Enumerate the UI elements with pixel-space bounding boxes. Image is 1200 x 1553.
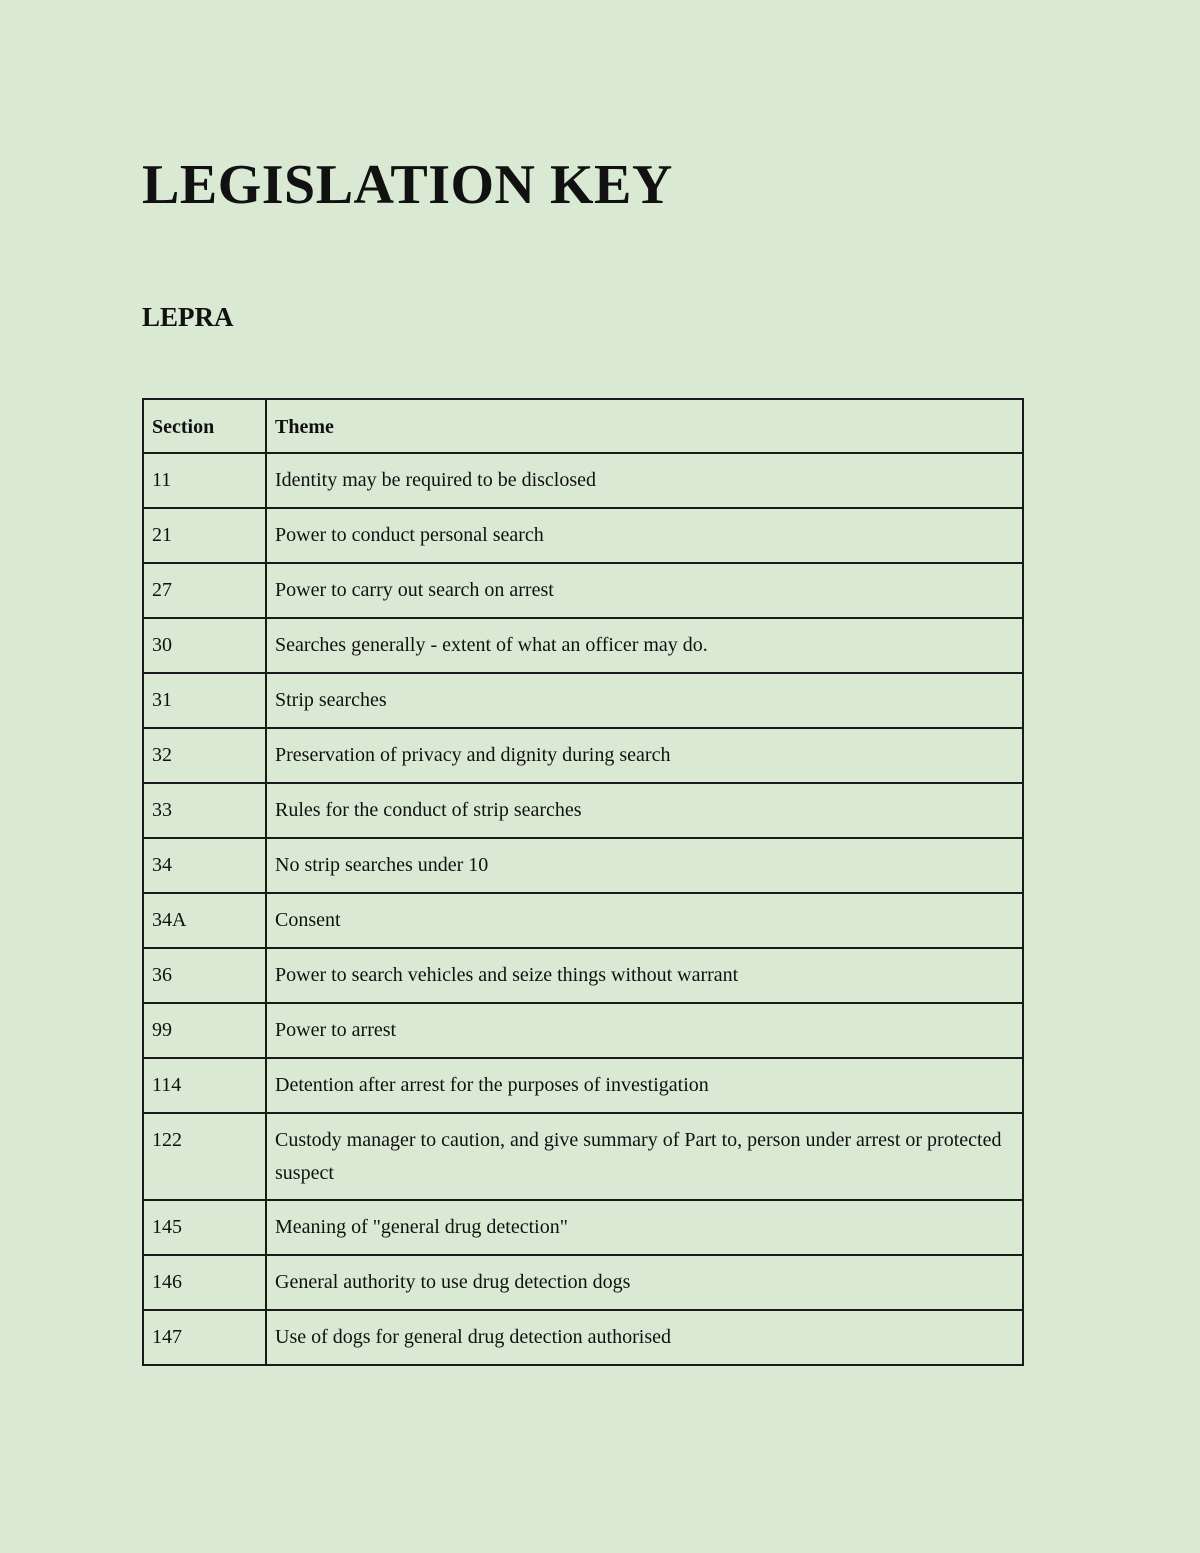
section-number: 99	[143, 1003, 266, 1058]
section-number: 30	[143, 618, 266, 673]
section-number: 146	[143, 1255, 266, 1310]
section-number: 147	[143, 1310, 266, 1365]
section-theme: Power to conduct personal search	[266, 508, 1023, 563]
section-number: 11	[143, 453, 266, 508]
table-row	[143, 838, 1023, 893]
section-theme: Power to carry out search on arrest	[266, 563, 1023, 618]
table-row	[143, 948, 1023, 1003]
table-row	[143, 783, 1023, 838]
section-theme: Use of dogs for general drug detection authorised	[266, 1310, 1023, 1365]
section-theme: Identity may be required to be disclosed	[266, 453, 1023, 508]
section-theme: Detention after arrest for the purposes of investigation	[266, 1058, 1023, 1113]
section-number: 114	[143, 1058, 266, 1113]
section-theme: Consent	[266, 893, 1023, 948]
section-number: 34	[143, 838, 266, 893]
table-row	[143, 453, 1023, 508]
section-number: 21	[143, 508, 266, 563]
section-number: 31	[143, 673, 266, 728]
table-row	[143, 563, 1023, 618]
table-row	[143, 893, 1023, 948]
section-theme: Power to search vehicles and seize things without warrant	[266, 948, 1023, 1003]
table-header-row	[143, 399, 1023, 453]
table-row	[143, 1200, 1023, 1255]
section-theme: Preservation of privacy and dignity during search	[266, 728, 1023, 783]
section-theme: Power to arrest	[266, 1003, 1023, 1058]
header-theme: Theme	[266, 399, 1023, 453]
page-title: LEGISLATION KEY	[142, 154, 673, 216]
table-row	[143, 728, 1023, 783]
section-heading: LEPRA	[142, 302, 234, 332]
table-row	[143, 508, 1023, 563]
section-theme: Custody manager to caution, and give summary of Part to, person under arrest or protected suspect	[266, 1113, 1023, 1200]
section-number: 145	[143, 1200, 266, 1255]
section-number: 122	[143, 1113, 266, 1200]
section-theme: General authority to use drug detection dogs	[266, 1255, 1023, 1310]
header-section: Section	[143, 399, 266, 453]
section-number: 36	[143, 948, 266, 1003]
section-number: 32	[143, 728, 266, 783]
table-row	[143, 673, 1023, 728]
section-number: 34A	[143, 893, 266, 948]
section-theme: Meaning of "general drug detection"	[266, 1200, 1023, 1255]
table-row	[143, 1058, 1023, 1113]
section-number: 33	[143, 783, 266, 838]
table-row	[143, 1003, 1023, 1058]
table-row	[143, 1310, 1023, 1365]
table-row	[143, 618, 1023, 673]
table-row	[143, 1255, 1023, 1310]
table-row	[143, 1113, 1023, 1200]
section-theme: Strip searches	[266, 673, 1023, 728]
section-theme: Searches generally - extent of what an officer may do.	[266, 618, 1023, 673]
section-theme: Rules for the conduct of strip searches	[266, 783, 1023, 838]
legislation-table	[142, 398, 1024, 1366]
section-theme: No strip searches under 10	[266, 838, 1023, 893]
section-number: 27	[143, 563, 266, 618]
